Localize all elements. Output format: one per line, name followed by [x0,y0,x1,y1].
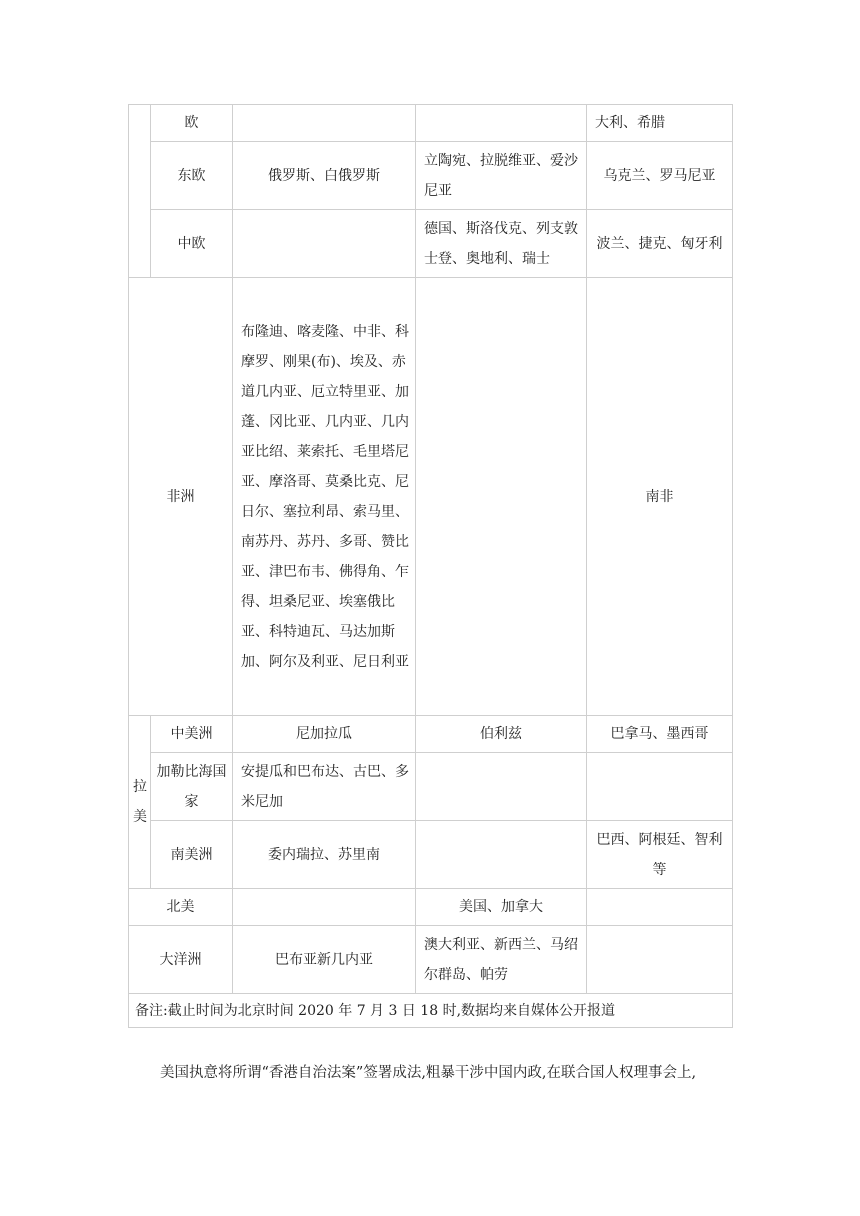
table-row [129,105,733,142]
table-row [129,889,733,926]
data-cell: 俄罗斯、白俄罗斯 [233,142,416,210]
subregion-cell: 加勒比海国家 [151,753,233,821]
data-cell: 委内瑞拉、苏里南 [233,821,416,889]
table-note: 备注:截止时间为北京时间 2020 年 7 月 3 日 18 时,数据均来自媒体公开报道 [129,994,733,1028]
data-cell: 巴拿马、墨西哥 [587,716,733,753]
data-cell: 尼加拉瓜 [233,716,416,753]
table-row [129,753,733,821]
data-cell: 德国、斯洛伐克、列支敦士登、奥地利、瑞士 [416,210,587,278]
data-cell [416,821,587,889]
subregion-cell: 欧 [151,105,233,142]
region-label-top: 拉 [133,779,147,795]
data-cell [233,210,416,278]
data-cell [233,105,416,142]
countries-table [128,104,733,1028]
table-row [129,716,733,753]
data-cell: 布隆迪、喀麦隆、中非、科摩罗、刚果(布)、埃及、赤道几内亚、厄立特里亚、加蓬、冈比亚、几内亚、几内亚比绍、莱索托、毛里塔尼亚、摩洛哥、莫桑比克、尼日尔、塞拉利昂、索马里、南苏丹、苏丹、多哥、赞比亚、津巴布韦、佛得角、乍得、坦桑尼亚、埃塞俄比亚、科特迪瓦、马达加斯加、阿尔及利亚、尼日利亚 [233,278,416,716]
data-cell [416,753,587,821]
region-cell-oceania: 大洋洲 [129,926,233,994]
data-cell: 大利、希腊 [587,105,733,142]
subregion-cell: 东欧 [151,142,233,210]
data-cell: 美国、加拿大 [416,889,587,926]
subregion-cell: 南美洲 [151,821,233,889]
table-row [129,142,733,210]
region-cell-north-america: 北美 [129,889,233,926]
region-cell-latin-america [129,716,151,889]
data-cell [587,889,733,926]
body-paragraph: 美国执意将所谓“香港自治法案”签署成法,粗暴干涉中国内政,在联合国人权理事会上, [160,1065,697,1081]
data-cell [587,926,733,994]
data-cell: 巴布亚新几内亚 [233,926,416,994]
subregion-cell: 中美洲 [151,716,233,753]
region-label-bottom: 美 [133,809,147,825]
data-cell: 乌克兰、罗马尼亚 [587,142,733,210]
table-row [129,210,733,278]
data-cell: 澳大利亚、新西兰、马绍尔群岛、帕劳 [416,926,587,994]
subregion-cell: 中欧 [151,210,233,278]
data-cell: 安提瓜和巴布达、古巴、多米尼加 [233,753,416,821]
region-cell-europe [129,105,151,278]
data-cell [416,278,587,716]
data-cell [233,889,416,926]
data-cell: 波兰、捷克、匈牙利 [587,210,733,278]
region-cell-africa: 非洲 [129,278,233,716]
table-row [129,994,733,1028]
table-row [129,926,733,994]
data-cell: 立陶宛、拉脱维亚、爱沙尼亚 [416,142,587,210]
data-cell: 南非 [587,278,733,716]
data-cell: 巴西、阿根廷、智利等 [587,821,733,889]
data-cell [416,105,587,142]
data-cell: 伯利兹 [416,716,587,753]
data-cell [587,753,733,821]
table-row [129,278,733,716]
table-row [129,821,733,889]
